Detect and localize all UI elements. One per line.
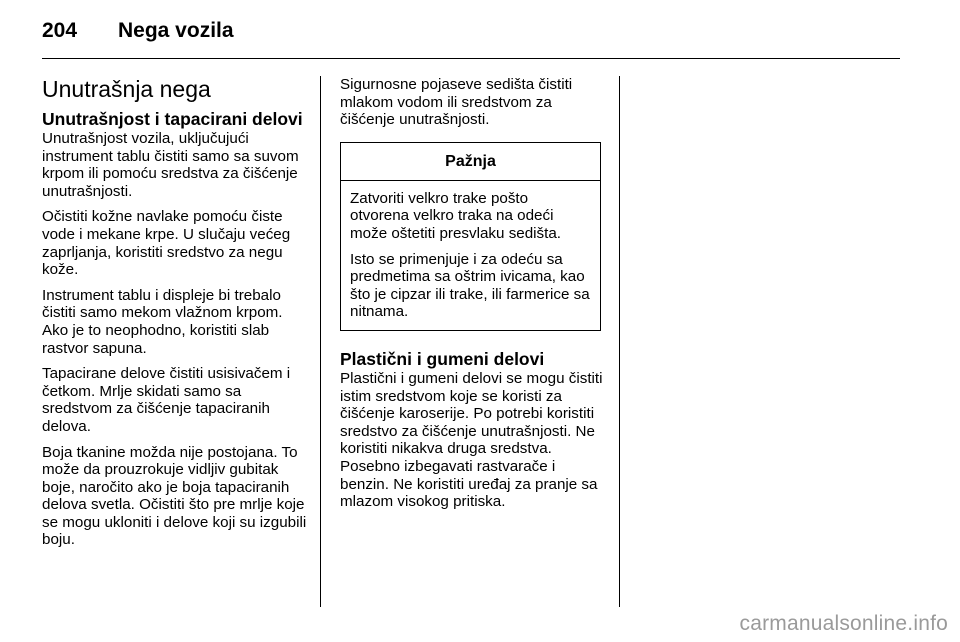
notice-title: Pažnja bbox=[341, 143, 600, 181]
right-column bbox=[340, 76, 608, 519]
left-column bbox=[42, 76, 310, 557]
paragraph: Instrument tablu i displeje bi trebalo čistiti samo mekom vlažnom krpom. Ako je to neophodno, koristiti slab rastvor sapuna. bbox=[42, 286, 283, 357]
paragraph: Unutrašnjost vozila, uključujući instrument tablu čistiti samo sa suvom krpom ili pomoću sredstva za čišćenje unutrašnjosti. bbox=[42, 130, 299, 200]
watermark: carmanualsonline.info bbox=[739, 612, 948, 635]
section-title: Unutrašnja nega bbox=[42, 76, 211, 102]
subsection-title-interior: Unutrašnjost i tapacirani delovi bbox=[42, 109, 303, 129]
notice-box bbox=[340, 142, 601, 331]
column-divider-left bbox=[320, 76, 321, 607]
paragraph: Sigurnosne pojaseve sedišta čistiti mlakom vodom ili sredstvom za čišćenje unutrašnjosti. bbox=[340, 76, 573, 129]
paragraph: Tapacirane delove čistiti usisivačem i četkom. Mrlje skidati samo sa sredstvom za čišćenje tapaciranih delova. bbox=[42, 365, 291, 435]
column-divider-right bbox=[619, 76, 620, 607]
paragraph: Plastični i gumeni delovi se mogu čistiti istim sredstvom koje se koristi za čišćenje karoserije. Po potrebi koristiti sredstvo za čišćenje unutrašnjosti. Ne koristiti nikakva druga sredstva. Posebno izbegavati rastvarače i benzin. Ne koristiti uređaj za pranje sa mlazom visokog pritiska. bbox=[340, 369, 603, 511]
subsection-title-plastic: Plastični i gumeni delovi bbox=[340, 348, 545, 369]
paragraph: Očistiti kožne navlake pomoću čiste vode i mekane krpe. U slučaju većeg zaprljanja, koristiti sredstvo za negu kože. bbox=[42, 208, 291, 279]
notice-body bbox=[341, 181, 600, 330]
chapter-title: Nega vozila bbox=[118, 19, 234, 42]
notice-paragraph: Zatvoriti velkro trake pošto otvorena velkro traka na odeći može oštetiti presvlaku sedišta. bbox=[350, 189, 562, 242]
paragraph: Boja tkanine možda nije postojana. To može da prouzrokuje vidljiv gubitak boje, naročito ako je boja tapaciranih delova svetla. Očistiti što pre mrlje koje se mogu ukloniti i delove koji su izgubili boju. bbox=[42, 443, 307, 549]
header-rule bbox=[42, 58, 900, 59]
page-number: 204 bbox=[42, 19, 78, 42]
notice-paragraph: Isto se primenjuje i za odeću sa predmetima sa oštrim ivicama, kao što je cipzar ili trake, ili farmerice sa nitnama. bbox=[350, 250, 590, 321]
